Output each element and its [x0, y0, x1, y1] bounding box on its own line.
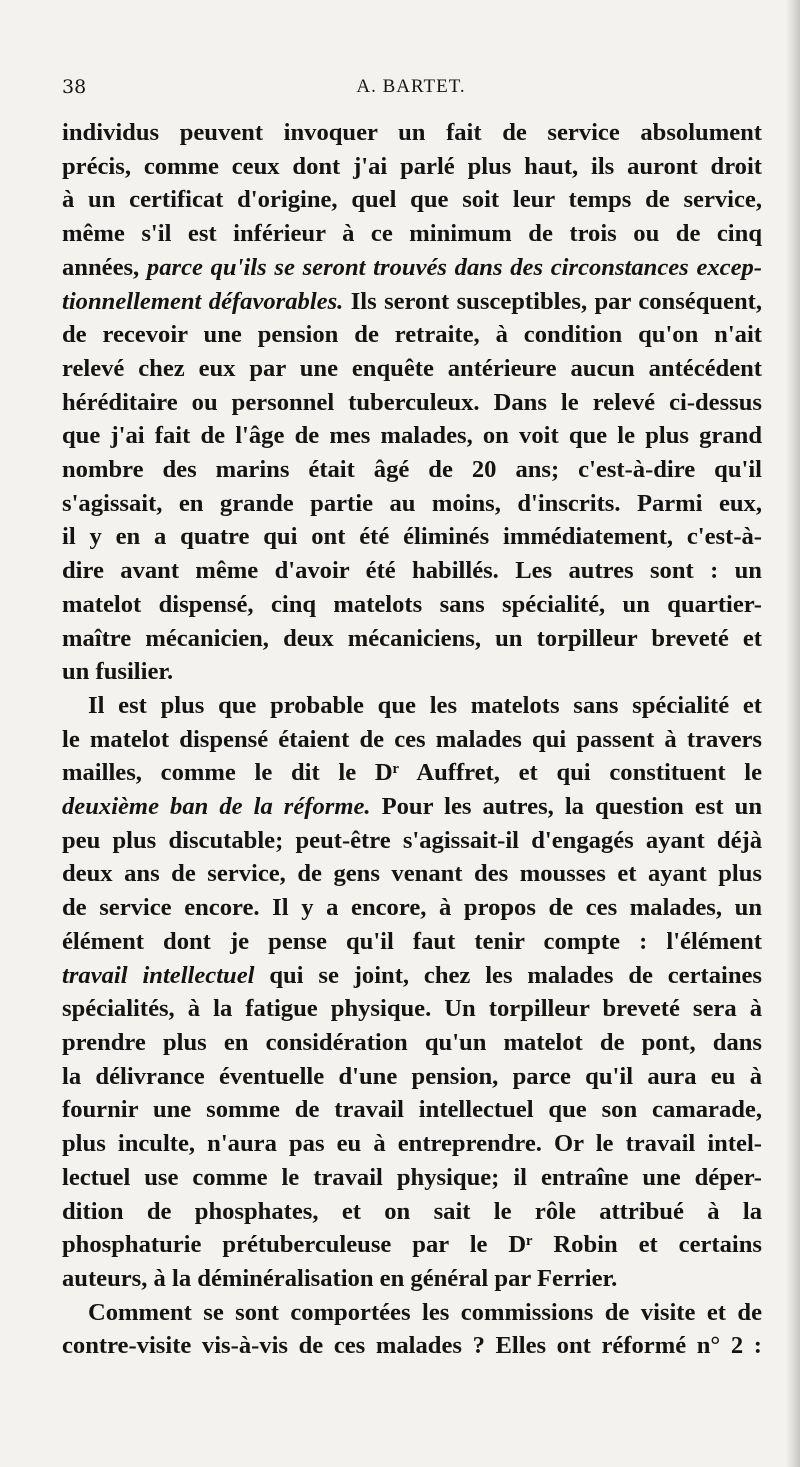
text-line: maître mécanicien, deux mécaniciens, un torpilleur breveté et — [62, 624, 762, 652]
page-edge-shadow — [786, 0, 800, 1467]
text-line: le matelot dispensé étaient de ces malades qui passent à travers — [62, 725, 762, 753]
text-line: à un certificat d'origine, quel que soit leur temps de service, — [62, 186, 762, 214]
text-line: fournir une somme de travail intellectuel que son camarade, — [62, 1096, 762, 1124]
text-line: de recevoir une pension de retraite, à condition qu'on n'ait — [62, 321, 762, 349]
text-line: peu plus discutable; peut-être s'agissait-il d'engagés ayant déjà — [62, 826, 762, 854]
text-line: un fusilier. — [62, 658, 174, 686]
text-line: même s'il est inférieur à ce minimum de trois ou de cinq — [62, 220, 762, 248]
italic-phrase: travail intellectuel — [62, 961, 255, 989]
text-line: dire avant même d'avoir été habillés. Les autres sont : un — [62, 557, 762, 585]
paragraph — [62, 1296, 762, 1363]
text-line: la délivrance éventuelle d'une pension, parce qu'il aura eu à — [62, 1062, 762, 1090]
text-line: Il est plus que probable que les matelots sans spécialité et — [88, 691, 762, 719]
text-line: de service encore. Il y a encore, à propos de ces malades, un — [62, 894, 762, 922]
running-title: A. BARTET. — [356, 76, 466, 97]
running-head — [62, 76, 760, 106]
italic-phrase: parce qu'ils se seront trouvés dans des circonstances excep- — [146, 253, 762, 281]
text-line: nombre des marins était âgé de 20 ans; c'est-à-dire qu'il — [62, 456, 762, 484]
paragraph — [62, 689, 762, 1296]
text-line: auteurs, à la déminéralisation en général par Ferrier. — [62, 1264, 618, 1292]
text-line: prendre plus en considération qu'un matelot de pont, dans — [62, 1028, 762, 1056]
text-line: précis, comme ceux dont j'ai parlé plus haut, ils auront droit — [62, 152, 762, 180]
text-line: contre-visite vis-à-vis de ces malades ? Elles ont réformé n° 2 : — [62, 1332, 762, 1360]
text-line: tionnellement défavorables. Ils seront susceptibles, par conséquent, — [62, 287, 762, 315]
text-line: s'agissait, en grande partie au moins, d'inscrits. Parmi eux, — [62, 489, 762, 517]
text-line: que j'ai fait de l'âge de mes malades, on voit que le plus grand — [62, 422, 762, 450]
text-line: individus peuvent invoquer un fait de service absolument — [62, 119, 762, 146]
text-line: lectuel use comme le travail physique; il entraîne une déper- — [62, 1163, 762, 1191]
italic-phrase: deuxième ban de la réforme. — [62, 793, 371, 821]
text-line: spécialités, à la fatigue physique. Un torpilleur breveté sera à — [62, 995, 762, 1023]
text-line: Comment se sont comportées les commissions de visite et de — [88, 1298, 762, 1326]
text-line: relevé chez eux par une enquête antérieure aucun antécédent — [62, 354, 762, 382]
text-line: matelot dispensé, cinq matelots sans spécialité, un quartier- — [62, 590, 762, 618]
text-line: années, parce qu'ils se seront trouvés dans des circonstances excep- — [62, 253, 762, 281]
text-line: deux ans de service, de gens venant des mousses et ayant plus — [62, 860, 762, 888]
text-line: élément dont je pense qu'il faut tenir compte : l'élément — [62, 927, 762, 955]
text-line: héréditaire ou personnel tuberculeux. Dans le relevé ci-dessus — [62, 388, 762, 416]
italic-phrase: tionnellement défavorables. — [62, 287, 344, 315]
page-number: 38 — [62, 76, 87, 98]
text-line: phosphaturie prétuberculeuse par le Dʳ Robin et certains — [62, 1231, 762, 1259]
paragraph — [62, 116, 762, 689]
text-line: plus inculte, n'aura pas eu à entreprendre. Or le travail intel- — [62, 1130, 762, 1158]
text-line: deuxième ban de la réforme. Pour les autres, la question est un — [62, 793, 762, 821]
text-line: mailles, comme le dit le Dʳ Auffret, et qui constituent le — [62, 759, 762, 787]
text-line: travail intellectuel qui se joint, chez les malades de certaines — [62, 961, 762, 989]
text-line: il y en a quatre qui ont été éliminés immédiatement, c'est-à- — [62, 523, 762, 551]
body-text — [62, 116, 762, 1363]
text-line: dition de phosphates, et on sait le rôle attribué à la — [62, 1197, 762, 1225]
